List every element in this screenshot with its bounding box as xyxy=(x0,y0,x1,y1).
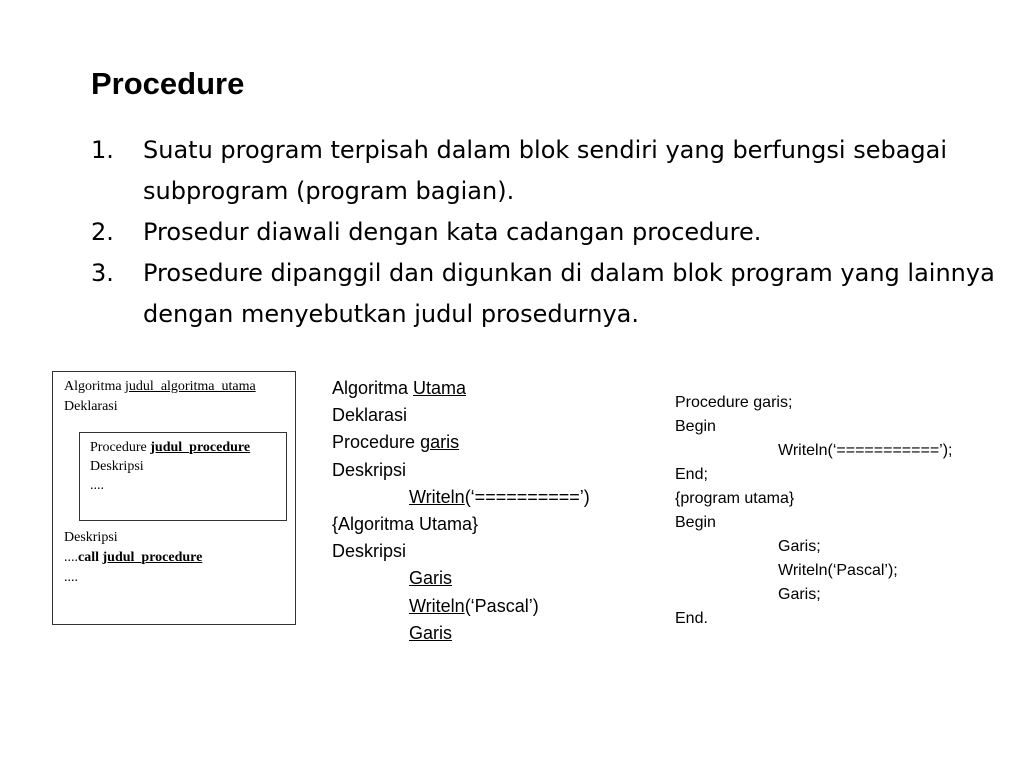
code-line: Deskripsi xyxy=(332,541,407,562)
code-line: End. xyxy=(675,610,708,627)
code-line: Procedure garis xyxy=(332,432,460,453)
procedure-header: Procedure judul_procedure xyxy=(90,440,251,455)
code-line: Deskripsi xyxy=(332,459,407,480)
diagram-declaration-label: Deklarasi xyxy=(64,399,118,414)
list-text: Prosedur diawali dengan kata cadangan procedure. xyxy=(143,218,762,246)
list-item xyxy=(91,212,1016,253)
procedure-ellipsis: .... xyxy=(90,478,104,493)
list-item xyxy=(91,253,1016,335)
diagram-algorithm-line: Algoritma judul_algoritma_utama xyxy=(64,379,256,394)
code-line: Writeln(‘Pascal’); xyxy=(778,562,898,579)
list-text: Prosedure dipanggil dan digunkan di dalam blok program yang lainnya dengan menyebutkan judul prosedurnya. xyxy=(143,259,995,328)
code-line: Garis; xyxy=(778,538,821,555)
slide-title: Procedure xyxy=(91,66,245,101)
code-line: {Algoritma Utama} xyxy=(332,514,479,535)
list-text: Suatu program terpisah dalam blok sendiri yang berfungsi sebagai subprogram (program bagian). xyxy=(143,136,948,205)
diagram-ellipsis: .... xyxy=(64,570,78,585)
code-line: Garis xyxy=(409,568,453,589)
procedure-description-label: Deskripsi xyxy=(90,459,144,474)
code-line: Writeln(‘==========’) xyxy=(409,486,590,507)
code-line: Procedure garis; xyxy=(675,394,793,411)
code-line: Algoritma Utama xyxy=(332,378,467,398)
code-line: End; xyxy=(675,466,708,483)
code-line: Writeln(‘===========’); xyxy=(778,442,953,459)
algorithm-code-block xyxy=(332,375,590,647)
list-number: 2. xyxy=(91,218,114,246)
list-number: 3. xyxy=(91,259,114,287)
code-line: Begin xyxy=(675,514,716,531)
list-item xyxy=(91,130,1016,212)
list-number: 1. xyxy=(91,136,114,164)
code-line: Writeln(‘Pascal’) xyxy=(409,595,539,616)
code-line: {program utama} xyxy=(675,490,795,507)
diagram-description-label: Deskripsi xyxy=(64,530,118,545)
pascal-code-block xyxy=(675,391,952,631)
diagram-call-line: ....call judul_procedure xyxy=(64,550,203,565)
structure-diagram xyxy=(52,371,296,625)
code-line: Garis xyxy=(409,622,453,643)
code-line: Begin xyxy=(675,418,716,435)
procedure-box xyxy=(79,432,287,521)
code-line: Deklarasi xyxy=(332,405,408,426)
code-line: Garis; xyxy=(778,586,821,603)
bullet-list xyxy=(91,130,1016,335)
